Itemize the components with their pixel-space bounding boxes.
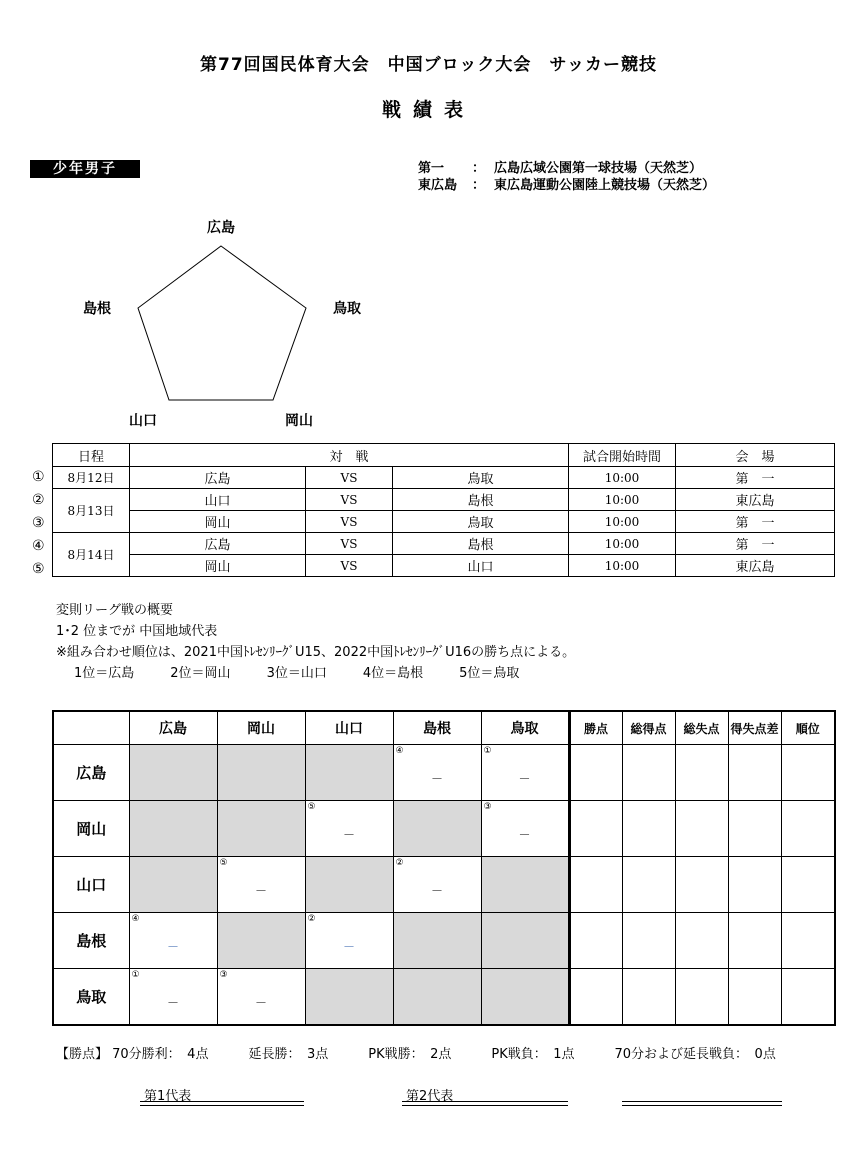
- grid-empty-cell: [393, 800, 481, 856]
- grid-match-number: ④: [131, 913, 140, 924]
- start-time: 10:00: [569, 533, 676, 555]
- grid-stat-cell: [781, 856, 835, 912]
- grid-stat-cell: [781, 800, 835, 856]
- grid-corner-cell: [53, 711, 129, 745]
- match-number: ③: [32, 515, 45, 531]
- grid-stat-cell: [569, 968, 622, 1025]
- grid-stat-cell: [569, 856, 622, 912]
- start-time: 10:00: [569, 555, 676, 577]
- vs-label: VS: [306, 467, 393, 489]
- away-team: 島根: [393, 489, 569, 511]
- grid-stat-cell: [728, 800, 781, 856]
- grid-match-cell: [393, 856, 481, 912]
- table-row: [53, 800, 835, 856]
- header-time: 試合開始時間: [569, 444, 676, 467]
- grid-match-cell: [217, 968, 305, 1025]
- grid-stat-cell: [622, 968, 675, 1025]
- grid-stat-cell: [781, 968, 835, 1025]
- grid-stat-header: 順位: [781, 711, 835, 745]
- points-item: PK戦負： 1点: [491, 1047, 575, 1062]
- match-number: ⑤: [32, 561, 45, 577]
- grid-match-number: ⑤: [219, 857, 228, 868]
- grid-score-placeholder: －: [166, 995, 179, 1010]
- table-row: [53, 467, 835, 489]
- grid-match-cell: [305, 912, 393, 968]
- grid-stat-cell: [569, 800, 622, 856]
- header-venue: 会 場: [676, 444, 835, 467]
- rank-item: 1位＝広島: [74, 666, 135, 681]
- grid-stat-cell: [675, 912, 728, 968]
- match-number: ②: [32, 492, 45, 508]
- rank-item: 3位＝山口: [266, 666, 327, 681]
- grid-score-placeholder: －: [430, 771, 443, 786]
- grid-match-number: ③: [219, 969, 228, 980]
- grid-stat-cell: [569, 912, 622, 968]
- points-legend: [56, 1043, 776, 1062]
- points-item: PK戦勝： 2点: [368, 1047, 452, 1062]
- home-team: 岡山: [130, 511, 306, 533]
- match-date: 8月14日: [53, 533, 130, 577]
- table-row: [53, 745, 835, 801]
- grid-score-placeholder: －: [254, 995, 267, 1010]
- venue-sep: ：: [472, 178, 486, 193]
- grid-match-cell: [481, 745, 569, 801]
- away-team: 島根: [393, 533, 569, 555]
- grid-stat-cell: [781, 745, 835, 801]
- notes-heading: 変則リーグ戦の概要: [56, 603, 174, 618]
- page-subtitle: 戦績表: [381, 99, 475, 121]
- grid-header-row: [53, 711, 835, 745]
- match-number: ①: [32, 469, 45, 485]
- grid-empty-cell: [305, 745, 393, 801]
- match-date: 8月12日: [53, 467, 130, 489]
- grid-stat-cell: [728, 745, 781, 801]
- match-venue: 第 一: [676, 467, 835, 489]
- grid-match-cell: [481, 800, 569, 856]
- table-row: [53, 511, 835, 533]
- grid-stat-header: 勝点: [569, 711, 622, 745]
- grid-stat-header: 総失点: [675, 711, 728, 745]
- grid-empty-cell: [305, 856, 393, 912]
- grid-stat-cell: [675, 800, 728, 856]
- grid-col-header: 島根: [393, 711, 481, 745]
- grid-empty-cell: [217, 800, 305, 856]
- grid-score-placeholder: －: [254, 883, 267, 898]
- schedule-header-row: [53, 444, 835, 467]
- pentagon-label-bottom-left: 山口: [129, 413, 157, 429]
- grid-empty-cell: [481, 856, 569, 912]
- grid-stat-cell: [675, 745, 728, 801]
- grid-row-header: 広島: [53, 745, 129, 801]
- grid-stat-cell: [728, 856, 781, 912]
- points-item: 延長勝： 3点: [248, 1047, 329, 1062]
- grid-stat-cell: [622, 745, 675, 801]
- start-time: 10:00: [569, 489, 676, 511]
- grid-match-number: ①: [131, 969, 140, 980]
- points-item: 【勝点】 70分勝利： 4点: [56, 1047, 209, 1062]
- venue-row: [418, 160, 715, 177]
- grid-match-number: ②: [395, 857, 404, 868]
- notes-qualification: 1･2 位までが 中国地域代表: [56, 624, 218, 639]
- grid-empty-cell: [129, 745, 217, 801]
- grid-row-header: 鳥取: [53, 968, 129, 1025]
- venue-place: 広島広域公園第一球技場（天然芝）: [494, 161, 703, 176]
- signature-line: [140, 1101, 304, 1106]
- rank-item: 5位＝鳥取: [459, 666, 520, 681]
- home-team: 広島: [130, 533, 306, 555]
- grid-col-header: 岡山: [217, 711, 305, 745]
- start-time: 10:00: [569, 467, 676, 489]
- signature-line: [622, 1101, 782, 1106]
- grid-stat-cell: [728, 968, 781, 1025]
- pentagon-label-right: 鳥取: [333, 301, 361, 317]
- grid-stat-cell: [675, 968, 728, 1025]
- grid-col-header: 広島: [129, 711, 217, 745]
- rank-item: 4位＝島根: [362, 666, 424, 681]
- grid-row-header: 島根: [53, 912, 129, 968]
- away-team: 鳥取: [393, 511, 569, 533]
- rank-item: 2位＝岡山: [170, 666, 231, 681]
- grid-empty-cell: [481, 968, 569, 1025]
- league-notes: [56, 600, 575, 684]
- vs-label: VS: [306, 555, 393, 577]
- grid-stat-cell: [728, 912, 781, 968]
- vs-label: VS: [306, 533, 393, 555]
- home-team: 山口: [130, 489, 306, 511]
- venue-list: [418, 160, 715, 194]
- schedule-table: [52, 443, 835, 577]
- grid-match-cell: [393, 745, 481, 801]
- pentagon-label-bottom-right: 岡山: [285, 413, 313, 429]
- pentagon-diagram: [130, 240, 320, 410]
- grid-stat-header: 得失点差: [728, 711, 781, 745]
- grid-stat-cell: [622, 856, 675, 912]
- notes-seeding: ※組み合わせ順位は、2021中国ﾄﾚｾﾝﾘｰｸﾞU15、2022中国ﾄﾚｾﾝﾘｰｸﾞU16の勝ち点による。: [56, 645, 576, 660]
- grid-match-number: ③: [483, 801, 492, 812]
- grid-empty-cell: [305, 968, 393, 1025]
- grid-empty-cell: [129, 800, 217, 856]
- pentagon-label-left: 島根: [83, 301, 111, 317]
- header-match: 対 戦: [130, 444, 569, 467]
- grid-empty-cell: [217, 912, 305, 968]
- grid-score-placeholder: －: [342, 827, 355, 842]
- table-row: [53, 489, 835, 511]
- grid-stat-cell: [569, 745, 622, 801]
- away-team: 鳥取: [393, 467, 569, 489]
- grid-score-placeholder: －: [166, 939, 179, 954]
- grid-empty-cell: [393, 968, 481, 1025]
- table-row: [53, 912, 835, 968]
- match-venue: 東広島: [676, 555, 835, 577]
- vs-label: VS: [306, 511, 393, 533]
- venue-sep: ：: [472, 161, 486, 176]
- grid-score-placeholder: －: [518, 827, 531, 842]
- grid-empty-cell: [129, 856, 217, 912]
- second-representative-label: 第2代表: [406, 1089, 454, 1104]
- points-item: 70分および延長戦負： 0点: [614, 1047, 776, 1062]
- page-title: 第77回国民体育大会 中国ブロック大会 サッカー競技: [200, 55, 657, 75]
- home-team: 広島: [130, 467, 306, 489]
- grid-col-header: 山口: [305, 711, 393, 745]
- grid-stat-cell: [622, 800, 675, 856]
- seeding-ranks: [56, 663, 575, 684]
- first-representative-label: 第1代表: [144, 1089, 192, 1104]
- grid-col-header: 鳥取: [481, 711, 569, 745]
- venue-name: 東広島: [418, 178, 458, 193]
- grid-stat-cell: [781, 912, 835, 968]
- grid-score-placeholder: －: [342, 939, 355, 954]
- grid-stat-cell: [675, 856, 728, 912]
- grid-empty-cell: [217, 745, 305, 801]
- match-venue: 東広島: [676, 489, 835, 511]
- match-venue: 第 一: [676, 511, 835, 533]
- grid-row-header: 山口: [53, 856, 129, 912]
- grid-match-cell: [217, 856, 305, 912]
- grid-match-cell: [305, 800, 393, 856]
- grid-empty-cell: [393, 912, 481, 968]
- table-row: [53, 555, 835, 577]
- grid-score-placeholder: －: [430, 883, 443, 898]
- away-team: 山口: [393, 555, 569, 577]
- match-date: 8月13日: [53, 489, 130, 533]
- table-row: [53, 968, 835, 1025]
- match-venue: 第 一: [676, 533, 835, 555]
- grid-stat-header: 総得点: [622, 711, 675, 745]
- signature-line: [402, 1101, 568, 1106]
- grid-match-number: ②: [307, 913, 316, 924]
- pentagon-label-top: 広島: [207, 220, 235, 236]
- grid-match-number: ⑤: [307, 801, 316, 812]
- grid-empty-cell: [481, 912, 569, 968]
- grid-stat-cell: [622, 912, 675, 968]
- vs-label: VS: [306, 489, 393, 511]
- grid-match-cell: [129, 912, 217, 968]
- header-date: 日程: [53, 444, 130, 467]
- grid-row-header: 岡山: [53, 800, 129, 856]
- grid-score-placeholder: －: [518, 771, 531, 786]
- venue-place: 東広島運動公園陸上競技場（天然芝）: [494, 178, 716, 193]
- results-grid: [52, 710, 836, 1026]
- home-team: 岡山: [130, 555, 306, 577]
- table-row: [53, 856, 835, 912]
- table-row: [53, 533, 835, 555]
- venue-name: 第一: [418, 161, 445, 176]
- grid-match-number: ④: [395, 746, 404, 756]
- grid-match-number: ①: [483, 746, 492, 756]
- match-number: ④: [32, 538, 45, 554]
- grid-match-cell: [129, 968, 217, 1025]
- category-badge: 少年男子: [30, 160, 140, 178]
- start-time: 10:00: [569, 511, 676, 533]
- venue-row: [418, 177, 715, 194]
